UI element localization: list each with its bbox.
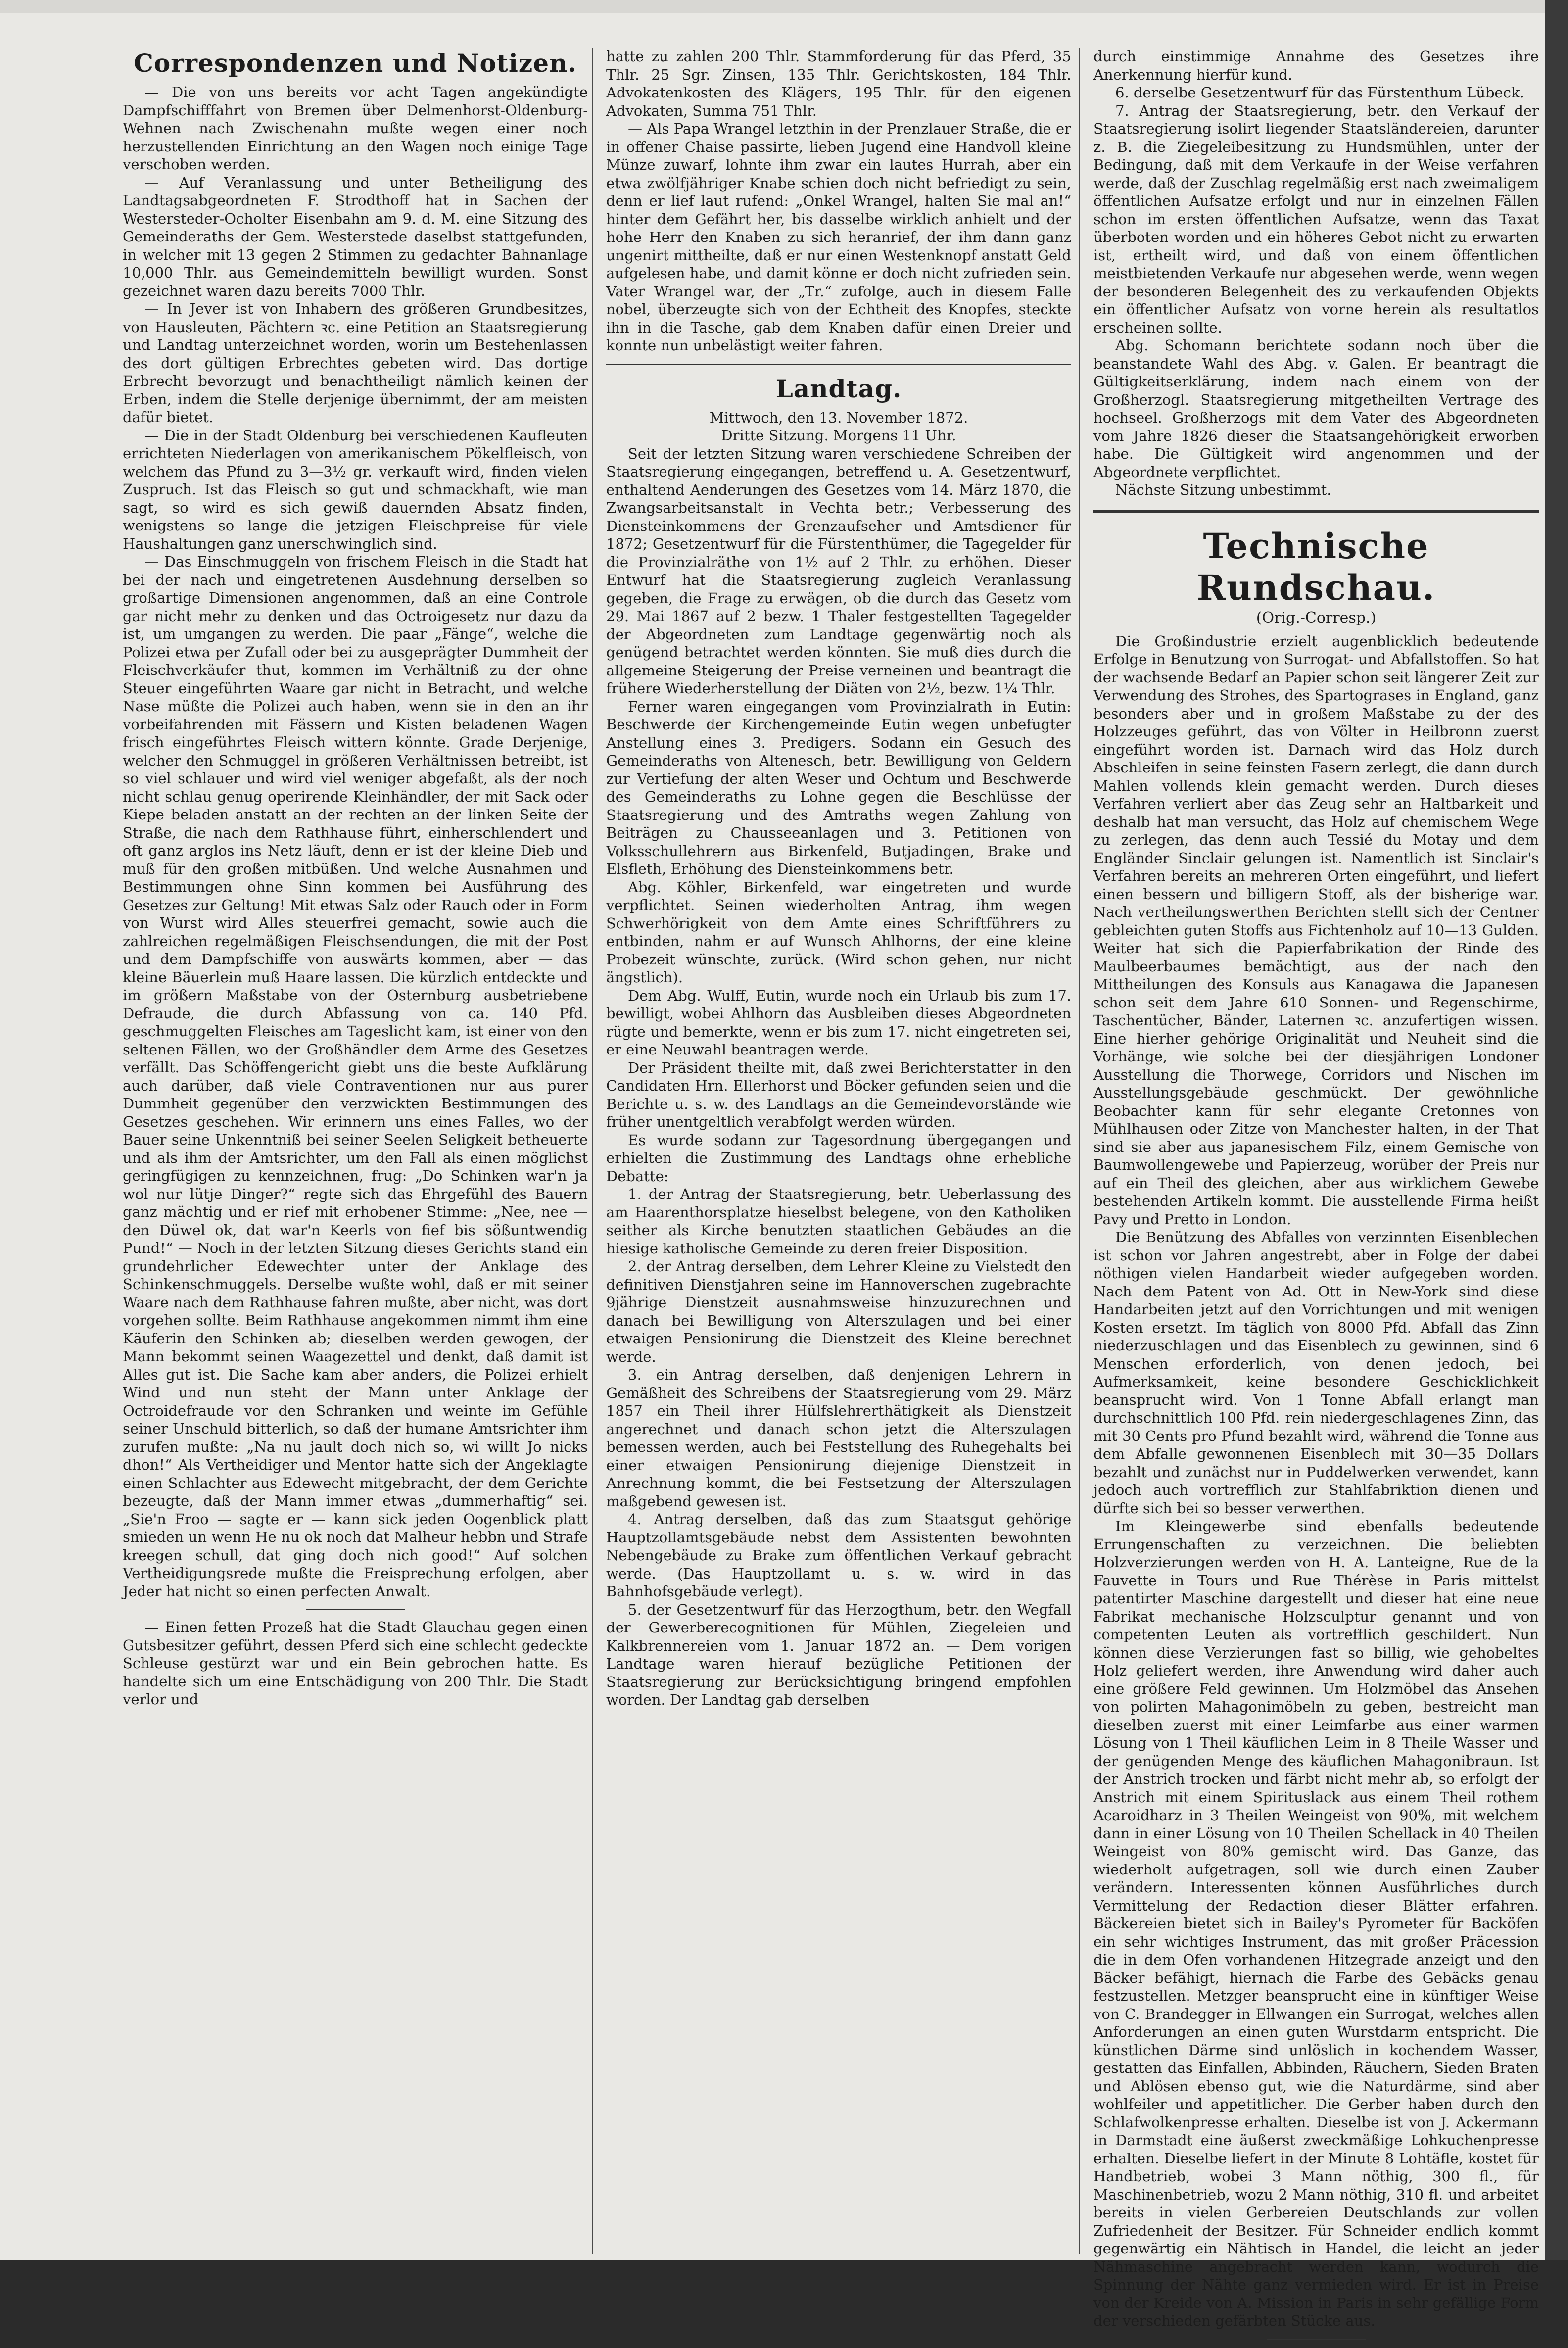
article-paragraph: Seit der letzten Sitzung waren verschiedene Schreiben der Staatsregierung eingegangen, betreffend u. A. Gesetzentwurf, enthaltend Aenderungen des Gesetzes vom 14. März 1870, die Zwangsarbeitsanstalt in Vechta betr.; Verbesserung des Diensteinkommens der Grenzaufseher und Amtsdiener für 1872; Gesetzentwurf für die Fürstenthümer, die Tagegelder für die Provinzialräthe von 1½ auf 2 Thlr. zu erhöhen. Dieser Entwurf hat die Staatsregierung zugleich Veranlassung gegeben, die Frage zu erwägen, ob die durch das Gesetz vom 29. Mai 1867 auf 2 bezw. 1 Thaler festgestellten Tagegelder der Abgeordneten zum Landtage gegenwärtig noch als genügend betrachtet werden könnten. Sie muß dies durch die allgemeine Steigerung der Preise verneinen und beantragt die frühere Wiederherstellung der Diäten von 2½, bezw. 1¼ Thlr. bbox=[606, 445, 1071, 697]
article-paragraph: Abg. Schomann berichtete sodann noch über die beanstandete Wahl des Abg. v. Galen. Er beantragt die Gültigkeitserklärung, indem nach einem von der Großherzogl. Staatsregierung mitgetheilten Vertrage des hochseel. Großherzogs mit dem Vater des Abgeordneten vom Jahre 1826 dieser die Staatsangehörigkeit erworben habe. Die Gültigkeit wird angenommen und der Abgeordnete verpflichtet. bbox=[1093, 337, 1539, 480]
scan-edge bbox=[1545, 0, 1568, 2260]
article-paragraph: Dem Abg. Wulff, Eutin, wurde noch ein Urlaub bis zum 17. bewilligt, wobei Ahlhorn das Ausbleiben dieses Abgeordneten rügte und bemerkte, wenn er bis zum 17. nicht eingetreten sei, er eine Neuwahl beantragen werde. bbox=[606, 987, 1071, 1058]
article-paragraph: — Als Papa Wrangel letzthin in der Prenzlauer Straße, die er in offener Chaise passirte, lieben Jugend eine Handvoll kleine Münze zuwarf, lohnte ihm zwar ein lautes Hurrah, aber ein etwa zwölfjähriger Knabe schien doch nicht befriedigt zu sein, denn er lief laut rufend: „Onkel Wrangel, halten Sie mal an!“ hinter dem Gefährt her, bis dasselbe wirklich anhielt und der hohe Herr den Knaben zu sich heranrief, der ihm dann ganz ungenirt mittheilte, daß er nur einen Westenknopf anstatt Geld aufgelesen habe, und damit könne er doch nicht zufrieden sein. Vater Wrangel war, der „Tr.“ zufolge, auch in diesem Falle nobel, überzeugte sich von der Echtheit des Knopfes, steckte ihn in die Tasche, gab dem Knaben dafür einen Dreier und konnte nun unbelästigt weiter fahren. bbox=[606, 120, 1071, 354]
article-paragraph: 7. Antrag der Staatsregierung, betr. den Verkauf der Staatsregierung isolirt liegender Staatsländereien, darunter z. B. die Ziegeleibesitzung zu Hundsmühlen, unter der Bedingung, daß mit dem Verkaufe in der Weise verfahren werde, daß der Zuschlag regelmäßig erst nach zweimaligem öffentlichen Aufsatze erfolgt und nur in einzelnen Fällen schon im ersten öffentlichen Aufsatze, wenn das Taxat überboten worden und ein höheres Gebot nicht zu erwarten ist, ertheilt wird, und daß von einem öffentlichen meistbietenden Verkaufe nur abgesehen werde, wenn wegen der besonderen Belegenheit des zu verkaufenden Objekts ein öffentlicher Aufsatz von vorne herein als resultatlos erscheinen sollte. bbox=[1093, 102, 1539, 336]
column-1 bbox=[123, 48, 588, 1709]
session-date: Mittwoch, den 13. November 1872. bbox=[709, 409, 968, 426]
separator-rule bbox=[1267, 2339, 1366, 2340]
article-paragraph: — Einen fetten Prozeß hat die Stadt Glauchau gegen einen Gutsbesitzer geführt, dessen Pferd sich eine schlecht gedeckte Schleuse gestürzt war und ein Bein gebrochen hatte. Es handelte sich um eine Entschädigung von 200 Thlr. Die Stadt verlor und bbox=[123, 1619, 588, 1708]
article-paragraph: — In Jever ist von Inhabern des größeren Grundbesitzes, von Hausleuten, Pächtern ꝛc. eine Petition an Staatsregierung und Landtag unterzeichnet worden, worin um Bestehenlassen des dort gültigen Erbrechtes gebeten wird. Das dortige Erbrecht bevorzugt und benachtheiligt nämlich keinen der Erben, indem die Stelle derjenige übernimmt, der am meisten dafür bietet. bbox=[123, 300, 588, 426]
article-paragraph: 3. ein Antrag derselben, daß denjenigen Lehrern in Gemäßheit des Schreibens der Staatsregierung vom 29. März 1857 ein Theil ihrer Hülfslehrerthätigkeit als Dienstzeit angerechnet und danach schon jetzt die Alterszulagen bemessen werden, auch bei Feststellung des Ruhegehalts bei einer etwaigen Pensionirung diejenige Dienstzeit in Anrechnung kommt, die bei Festsetzung der Alterszulagen maßgebend gewesen ist. bbox=[606, 1366, 1071, 1510]
column-divider-2 bbox=[1079, 48, 1080, 2254]
article-paragraph: 6. derselbe Gesetzentwurf für das Fürstenthum Lübeck. bbox=[1115, 84, 1524, 101]
article-paragraph: Der Präsident theilte mit, daß zwei Berichterstatter in den Candidaten Hrn. Ellerhorst und Böcker gefunden seien und die Berichte u. s. w. des Landtags an die Gemeindevorstände wie früher unentgeltlich verabfolgt werden würden. bbox=[606, 1059, 1071, 1130]
separator-rule bbox=[306, 1609, 405, 1610]
article-paragraph: 4. Antrag derselben, daß das zum Staatsgut gehörige Hauptzollamtsgebäude nebst dem Assistenten bewohnten Nebengebäude zu Brake zum öffentlichen Verkauf gebracht werde. (Das Hauptzollamt u. s. w. wird in das Bahnhofsgebäude verlegt). bbox=[606, 1511, 1071, 1600]
column-3 bbox=[1093, 48, 1539, 2348]
article-paragraph: 5. der Gesetzentwurf für das Herzogthum, betr. den Wegfall der Gewerberecognitionen für Mühlen, Ziegeleien und Kalkbrennereien vom 1. Januar 1872 an. — Dem vorigen Landtage waren hierauf bezügliche Petitionen der Staatsregierung zur Berücksichtigung bringend empfohlen worden. Der Landtag gab derselben bbox=[606, 1601, 1071, 1708]
section-heading-correspondence: Correspondenzen und Notizen. bbox=[134, 48, 577, 78]
article-paragraph: — Die von uns bereits vor acht Tagen angekündigte Dampfschifffahrt von Bremen über Delmenhorst-Oldenburg-Wehnen nach Zwischenahn mußte wegen einer noch herzustellenden Einrichtung an den Wagen noch einige Tage verschoben werden. bbox=[123, 84, 588, 173]
article-paragraph: — Das Einschmuggeln von frischem Fleisch in die Stadt hat bei der nach und eingetretenen Ausdehnung derselben so großartige Dimensionen angenommen, daß an eine Controle gar nicht mehr zu denken und das Octroigesetz nur dazu da ist, um umgangen zu werden. Die paar „Fänge“, welche die Polizei etwa per Zufall oder bei zu ausgeprägter Dummheit der Fleischverkäufer thut, kommen im Verhältniß zu der ohne Steuer eingeführten Waare gar nicht in Betracht, und welche Nase müßte die Polizei auch haben, wenn sie in den an ihr vorbeifahrenden mit Fässern und Kisten beladenen Wagen frisch eingeführtes Fleisch wittern könnte. Grade Derjenige, welcher den Schmuggel in größeren Verhältnissen betreibt, ist so viel schlauer und wird viel weniger abgefaßt, als der noch nicht schlau genug operirende Kleinhändler, der mit Sack oder Kiepe beladen anstatt an der rechten an der linken Seite der Straße, die nach dem Rathhause führt, einherschlendert und oft ganz arglos ins Netz läuft, denn er ist der kleine Dieb und muß für den großen mitbüßen. Und welche Ausnahmen und Bestimmungen ohne Sinn kommen bei Ausführung des Gesetzes zur Geltung! Mit etwas Salz oder Rauch oder in Form von Wurst wird Alles steuerfrei gemacht, sowie auch die zahlreichen regelmäßigen Fleischsendungen, die mit der Post und dem Dampfschiffe von auswärts kommen, aber — das kleine Bäuerlein muß Haare lassen. Die kürzlich entdeckte und im größern Maßstabe von der Osternburg ausbetriebene Defraude, die durch Abfassung von ca. 140 Pfd. geschmuggelten Fleisches am Tageslicht kam, ist einer von den seltenen Fällen, wo der Großhändler dem Arme des Gesetzes verfällt. Das Schöffengericht giebt uns die beste Aufklärung auch darüber, daß viele Contraventionen nur aus purer Dummheit gegenüber den verzwickten Bestimmungen des Gesetzes geschehen. Wir erinnern uns eines Falles, wo der Bauer seine Unkenntniß bei seiner Seelen Seligkeit betheuerte und als ihm der Amtsrichter, um den Fall als einen möglichst geringfügigen zu kennzeichnen, frug: „Do Schinken war'n ja wol nur lütje Dinger?“ regte sich das Ehrgefühl des Bauern ganz mächtig und er rief mit erhobener Stimme: „Nee, nee — den Düwel ok, dat war'n Keerls von fief bis sößuntwendig Pund!“ — Noch in der letzten Sitzung dieses Gerichts stand ein grundehrlicher Edewechter unter der Anklage des Schinkenschmuggels. Derselbe wußte wohl, daß er mit seiner Waare nach dem Rathhause fahren mußte, aber nicht, was dort vorgehen sollte. Beim Rathhause angekommen nimmt ihm eine Käuferin den Schinken ab; dieselben werden gewogen, der Mann bekommt seinen Waagezettel und denkt, daß damit ist Alles gut ist. Die Sache kam aber anders, die Polizei erhielt Wind und nun steht der Mann unter Anklage der Octroidefraude vor den Schranken und weinte im Gefühle seiner Unschuld bitterlich, so daß der humane Amtsrichter ihm zurufen mußte: „Na nu jault doch nich so, wi willt Jo nicks dhon!“ Als Vertheidiger und Mentor hatte sich der Angeklagte einen Schlachter aus Edewecht mitgebracht, der dem Gerichte bezeugte, daß der Mann immer etwas „dummerhaftig“ sei. „Sie'n Froo — sagte er — kann sick jeden Oogenblick platt smieden un wenn He nu ok noch dat Malheur hebbn und Strafe kreegen schull, dat ging doch nich good!“ Auf solchen Vertheidigungsrede mußte die Freisprechung erfolgen, aber Jeder hat nicht so einen perfecten Anwalt. bbox=[123, 553, 588, 1600]
article-paragraph: 1. der Antrag der Staatsregierung, betr. Ueberlassung des am Haarenthorsplatze hieselbst belegene, von den Katholiken seither als Kirche benutzten staatlichen Gebäudes an die hiesige katholische Gemeinde zu deren freier Disposition. bbox=[606, 1186, 1071, 1257]
article-paragraph: 2. der Antrag derselben, dem Lehrer Kleine zu Vielstedt den definitiven Dienstjahren seine im Hannoverschen zugebrachte 9jährige Dienstzeit ausnahmsweise hinzuzurechnen und danach bei Bewilligung von Alterszulagen und bei einer etwaigen Pensionirung die Dienstzeit des Kleine berechnet werde. bbox=[606, 1258, 1071, 1365]
session-title: Dritte Sitzung. Morgens 11 Uhr. bbox=[721, 427, 956, 444]
article-paragraph: Es wurde sodann zur Tagesordnung übergegangen und erhielten die Zustimmung des Landtags ohne erhebliche Debatte: bbox=[606, 1131, 1071, 1185]
article-paragraph: Die Großindustrie erzielt augenblicklich bedeutende Erfolge in Benutzung von Surrogat- und Abfallstoffen. So hat der wachsende Bedarf an Papier schon seit längerer Zeit zur Verwendung des Strohes, des Spartograses in England, ganz besonders aber und in großem Maßstabe zu der des Holzzeuges geführt, das von Völter in Heilbronn zuerst eingeführt worden ist. Darnach wird das Holz durch Abschleifen in seine feinsten Fasern zerlegt, die dann durch Mahlen vollends klein gemacht werden. Durch dieses Verfahren verliert aber das Zeug sehr an Haltbarkeit und deshalb hat man versucht, das Holz auf chemischem Wege zu zerlegen, das denn auch Tessié du Motay und dem Engländer Sinclair gelungen ist. Namentlich ist Sinclair's Verfahren bereits an mehreren Orten eingeführt, und liefert einen bessern und billigern Stoff, als der bisherige war. Nach vertheilungswerthen Berichten stellt sich der Centner gebleichten guten Stoffs aus Fichtenholz auf 10—13 Gulden. Weiter hat sich die Papierfabrikation der Rinde des Maulbeerbaumes bemächtigt, aus der nach den Mittheilungen des Konsuls aus Kanagawa die Japanesen schon seit dem Jahre 610 Sonnen- und Regenschirme, Taschentücher, Bänder, Laternen ꝛc. anzufertigen wissen. Eine hierher gehörige Originalität und Neuheit sind die Vorhänge, wie solche bei der diesjährigen Londoner Ausstellung die Thorwege, Corridors und Nischen im Ausstellungsgebäude geschmückt. Der gewöhnliche Beobachter kann für sehr elegante Cretonnes von Mühlhausen oder Zitze von Manchester halten, in der That sind sie aber aus japanesischem Filz, einem Gemische von Baumwollengewebe und Papierzeug, worüber der Preis nur auf ein Theil des gleichen, aber aus wirklichem Gewebe bestehenden Artikeln kommt. Die ausstellende Firma heißt Pavy und Pretto in London. bbox=[1093, 632, 1539, 1228]
section-heading-landtag: Landtag. bbox=[775, 374, 902, 403]
section-heading-technical: Technische Rundschau. bbox=[1196, 525, 1436, 608]
article-paragraph: — Die in der Stadt Oldenburg bei verschiedenen Kaufleuten errichteten Niederlagen von amerikanischem Pökelfleisch, von welchem das Pfund zu 3—3½ gr. verkauft wird, finden vielen Zuspruch. Ist das Fleisch so gut und schmackhaft, wie man sagt, so wird es sich gewiß dauernden Absatz finden, wenigstens so lange die jetzigen Fleischpreise für viele Haushaltungen ganz unerschwinglich sind. bbox=[123, 427, 588, 552]
article-paragraph: Nächste Sitzung unbestimmt. bbox=[1115, 481, 1331, 498]
page-top-margin bbox=[0, 0, 1568, 13]
article-paragraph: Im Kleingewerbe sind ebenfalls bedeutende Errungenschaften zu verzeichnen. Die beliebten Holzverzierungen werden von H. A. Lanteigne, Rue de la Fauvette in Tours und Rue Thérèse in Paris mittelst patentirter Maschine dargestellt und dieser hat eine neue Fabrikat mechanische Holzsculptur genannt und von competenten Leuten als vortrefflich geschildert. Nun können diese Verzierungen fast so billig, wie gehobeltes Holz geliefert werden, ihre Anwendung wird daher auch eine größere Feld gewinnen. Um Holzmöbel das Ansehen von polirten Mahagonimöbeln zu geben, bestreicht man dieselben zuerst mit einer Leimfarbe aus einer warmen Lösung von 1 Theil käuflichen Leim in 8 Theile Wasser und der genügenden Menge des käuflichen Mahagonibraun. Ist der Anstrich trocken und färbt nicht mehr ab, so erfolgt der Anstrich mit einem Spirituslack aus einem Theil rothem Acaroidharz in 3 Theilen Weingeist von 90%, mit welchem dann in einer Lösung von 10 Theilen Schellack in 40 Theilen Weingeist von 80% gemischt wird. Das Ganze, das wiederholt aufgetragen, soll wie durch einen Zauber verändern. Interessenten können Ausführliches durch Vermittelung der Redaction dieser Blätter erfahren. Bäckereien bietet sich in Bailey's Pyrometer für Backöfen ein sehr wichtiges Instrument, das mit großer Präcession die in dem Ofen vorhandenen Hitzegrade anzeigt und den Bäcker befähigt, hiernach die Farbe des Gebäcks genau festzustellen. Metzger beansprucht eine in künftiger Weise von C. Brandegger in Ellwangen ein Surrogat, welches allen Anforderungen an einen guten Wurstdarm entspricht. Die künstlichen Därme sind unlöslich in kochendem Wasser, gestatten das Einfallen, Abbinden, Räuchern, Sieden Braten und Ablösen ebenso gut, wie die Naturdärme, sind aber wohlfeiler und appetitlicher. Die Gerber haben durch den Schlafwolkenpresse erhalten. Dieselbe ist von J. Ackermann in Darmstadt eine äußerst zweckmäßige Lohkuchenpresse erhalten. Dieselbe liefert in der Minute 8 Lohtäfle, kostet für Handbetrieb, wobei 3 Mann nöthig, 300 fl., für Maschinenbetrieb, wozu 2 Mann nöthig, 310 fl. und arbeitet bereits in vielen Gerbereien Deutschlands zur vollen Zufriedenheit der Besitzer. Für Schneider endlich kommt gegenwärtig ein Nähtisch in Handel, die leicht an jeder Nähmaschine angebracht werden kann, wodurch die Spinnung der Nähte ganz vermieden wird. Er ist in Preise von der Kreide von A. Mission in Paris in sehr gefällige Form der verschieden gefärbten Stücke aus. bbox=[1093, 1518, 1539, 2329]
column-2 bbox=[606, 48, 1071, 1709]
article-paragraph: Abg. Köhler, Birkenfeld, war eingetreten und wurde verpflichtet. Seinen wiederholten Antrag, ihm wegen Schwerhörigkeit von dem Amte eines Schriftführers zu entbinden, nahm er auf Wunsch Ahlhorns, der eine kleine Probezeit wünschte, zurück. (Wird schon gehen, nur nicht ängstlich). bbox=[606, 878, 1071, 986]
separator-rule bbox=[606, 364, 1071, 365]
separator-rule-double bbox=[1093, 510, 1539, 513]
article-continuation: hatte zu zahlen 200 Thlr. Stammforderung für das Pferd, 35 Thlr. 25 Sgr. Zinsen, 135 Thlr. Gerichtskosten, 184 Thlr. Advokatenkosten des Klägers, 195 Thlr. für den eigenen Advokaten, Summa 751 Thlr. bbox=[606, 48, 1071, 119]
article-paragraph: Die Benützung des Abfalles von verzinnten Eisenblechen ist schon vor Jahren angestrebt, aber in Folge der dabei nöthigen vielen Handarbeit wieder aufgegeben worden. Nach dem Patent von Ad. Ott in New-York sind diese Handarbeiten jetzt auf den Vorrichtungen und mit wenigen Kosten ersetzt. Im täglich von 8000 Pfd. Abfall das Zinn niederzuschlagen und das Eisenblech zu gewinnen, sind 6 Menschen erforderlich, von denen jedoch, bei Aufmerksamkeit, keine besondere Geschicklichkeit beansprucht wird. Von 1 Tonne Abfall erlangt man durchschnittlich 100 Pfd. rein niedergeschlagenes Zinn, das mit 30 Cents pro Pfund bezahlt wird, während die Tonne aus dem Abfalle gewonnenen Eisenblech mit 30—35 Dollars bezahlt und zunächst nur in Puddelwerken verwendet, kann jedoch auch vortrefflich zur Stahlfabriktion dienen und dürfte sich bei so besser verwerthen. bbox=[1093, 1229, 1539, 1517]
column-divider-1 bbox=[592, 48, 593, 2254]
article-paragraph: — Auf Veranlassung und unter Betheiligung des Landtagsabgeordneten F. Strodthoff hat in Sachen der Westersteder-Ocholter Eisenbahn am 9. d. M. eine Sitzung des Gemeinderaths der Gem. Westerstede daselbst stattgefunden, in welcher mit 13 gegen 2 Stimmen zu gedachter Bahnanlage 10,000 Thlr. aus Gemeindemitteln bewilligt wurden. Sonst gezeichnet waren dazu bereits 7000 Thlr. bbox=[123, 174, 588, 299]
article-paragraph: Ferner waren eingegangen vom Provinzialrath in Eutin: Beschwerde der Kirchengemeinde Eutin wegen unbefugter Anstellung eines 3. Predigers. Sodann ein Gesuch des Gemeinderaths von Altenesch, betr. Bewilligung von Geldern zur Vertiefung der alten Weser und Ochtum und Beschwerde des Gemeinderaths zu Lohne gegen die Beschlüsse der Staatsregierung und des Amtraths wegen Zahlung von Beiträgen zu Chausseeanlagen und 3. Petitionen von Volksschullehrern aus Birkenfeld, Butjadingen, Brake und Elsfleth, Erhöhung des Diensteinkommens betr. bbox=[606, 698, 1071, 877]
section-subtitle: (Orig.-Corresp.) bbox=[1256, 609, 1377, 626]
article-continuation: durch einstimmige Annahme des Gesetzes ihre Anerkennung hierfür kund. bbox=[1093, 48, 1539, 83]
